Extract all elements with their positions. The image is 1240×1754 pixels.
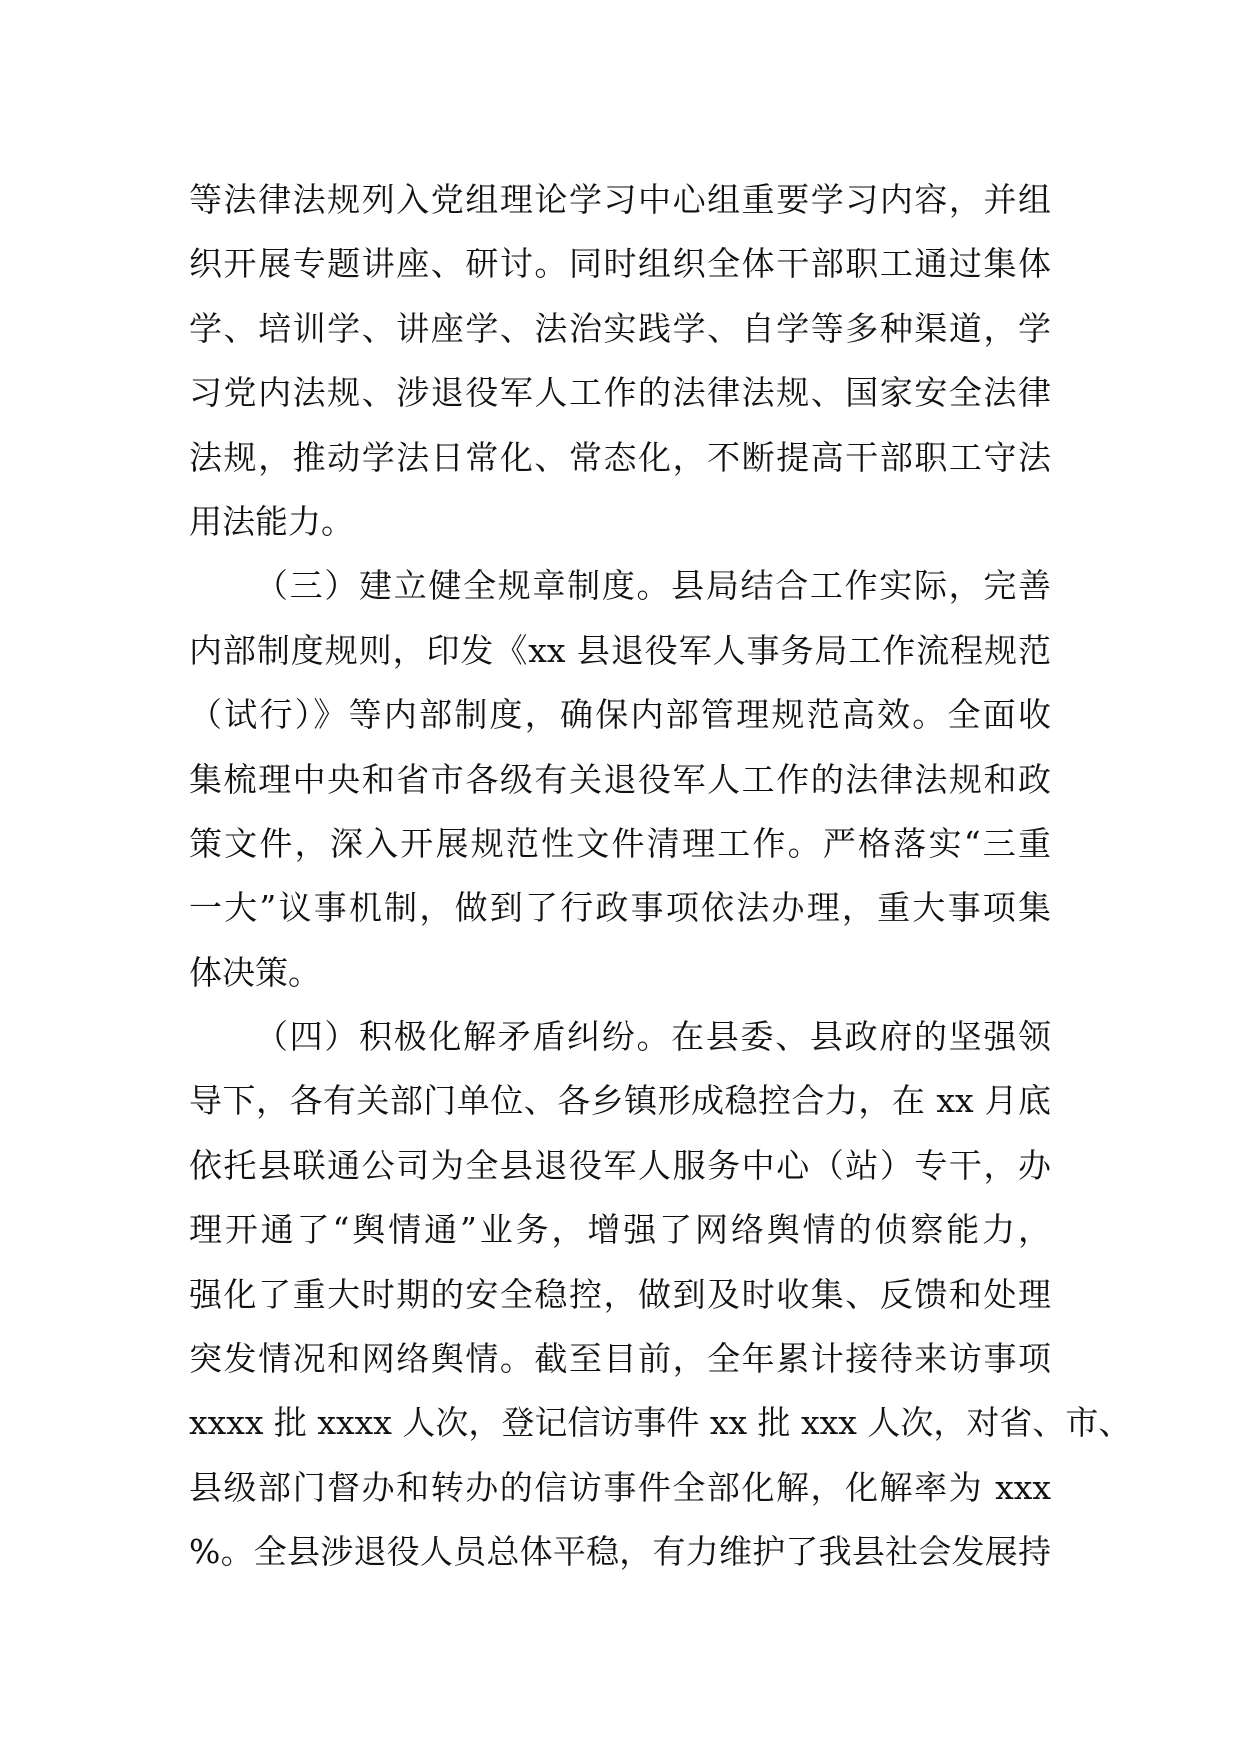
paragraph-line: 依托县联通公司为全县退役军人服务中心（站）专干，办 [189,1145,1051,1185]
paragraph-line: 突发情况和网络舆情。截至目前，全年累计接待来访事项 [189,1339,1051,1379]
paragraph-line: 导下，各有关部门单位、各乡镇形成稳控合力，在 xx 月底 [189,1081,1051,1121]
paragraph-line: 理开通了“舆情通”业务，增强了网络舆情的侦察能力， [189,1210,1051,1250]
paragraph-line: 一大”议事机制，做到了行政事项依法办理，重大事项集 [189,888,1051,928]
paragraph-line: xxxx 批 xxxx 人次，登记信访事件 xx 批 xxx 人次，对省、市、 [189,1403,1132,1443]
paragraph-line: 强化了重大时期的安全稳控，做到及时收集、反馈和处理 [189,1274,1051,1314]
paragraph-line: 县级部门督办和转办的信访事件全部化解，化解率为 xxx [189,1467,1051,1507]
paragraph-line: 策文件，深入开展规范性文件清理工作。严格落实“三重 [189,823,1051,863]
document-page [189,168,1132,1585]
paragraph-line: 法规，推动学法日常化、常态化，不断提高干部职工守法 [189,437,1051,477]
paragraph-line: （试行）》等内部制度，确保内部管理规范高效。全面收 [189,695,1051,735]
paragraph-line: 等法律法规列入党组理论学习中心组重要学习内容，并组 [189,180,1051,219]
section-heading-line: （四）积极化解矛盾纠纷。在县委、县政府的坚强领 [255,1017,1051,1057]
paragraph-line: 内部制度规则，印发《xx 县退役军人事务局工作流程规范 [189,630,1051,670]
paragraph-line: 体决策。 [189,952,321,992]
paragraph-line: 集梳理中央和省市各级有关退役军人工作的法律法规和政 [189,759,1051,799]
paragraph-line: 用法能力。 [189,501,354,541]
paragraph-line: %。全县涉退役人员总体平稳，有力维护了我县社会发展持 [189,1532,1051,1572]
paragraph-line: 学、培训学、讲座学、法治实践学、自学等多种渠道，学 [189,308,1051,348]
section-heading-line: （三）建立健全规章制度。县局结合工作实际，完善 [255,566,1051,606]
paragraph-line: 习党内法规、涉退役军人工作的法律法规、国家安全法律 [189,373,1051,413]
paragraph-line: 织开展专题讲座、研讨。同时组织全体干部职工通过集体 [189,244,1051,284]
